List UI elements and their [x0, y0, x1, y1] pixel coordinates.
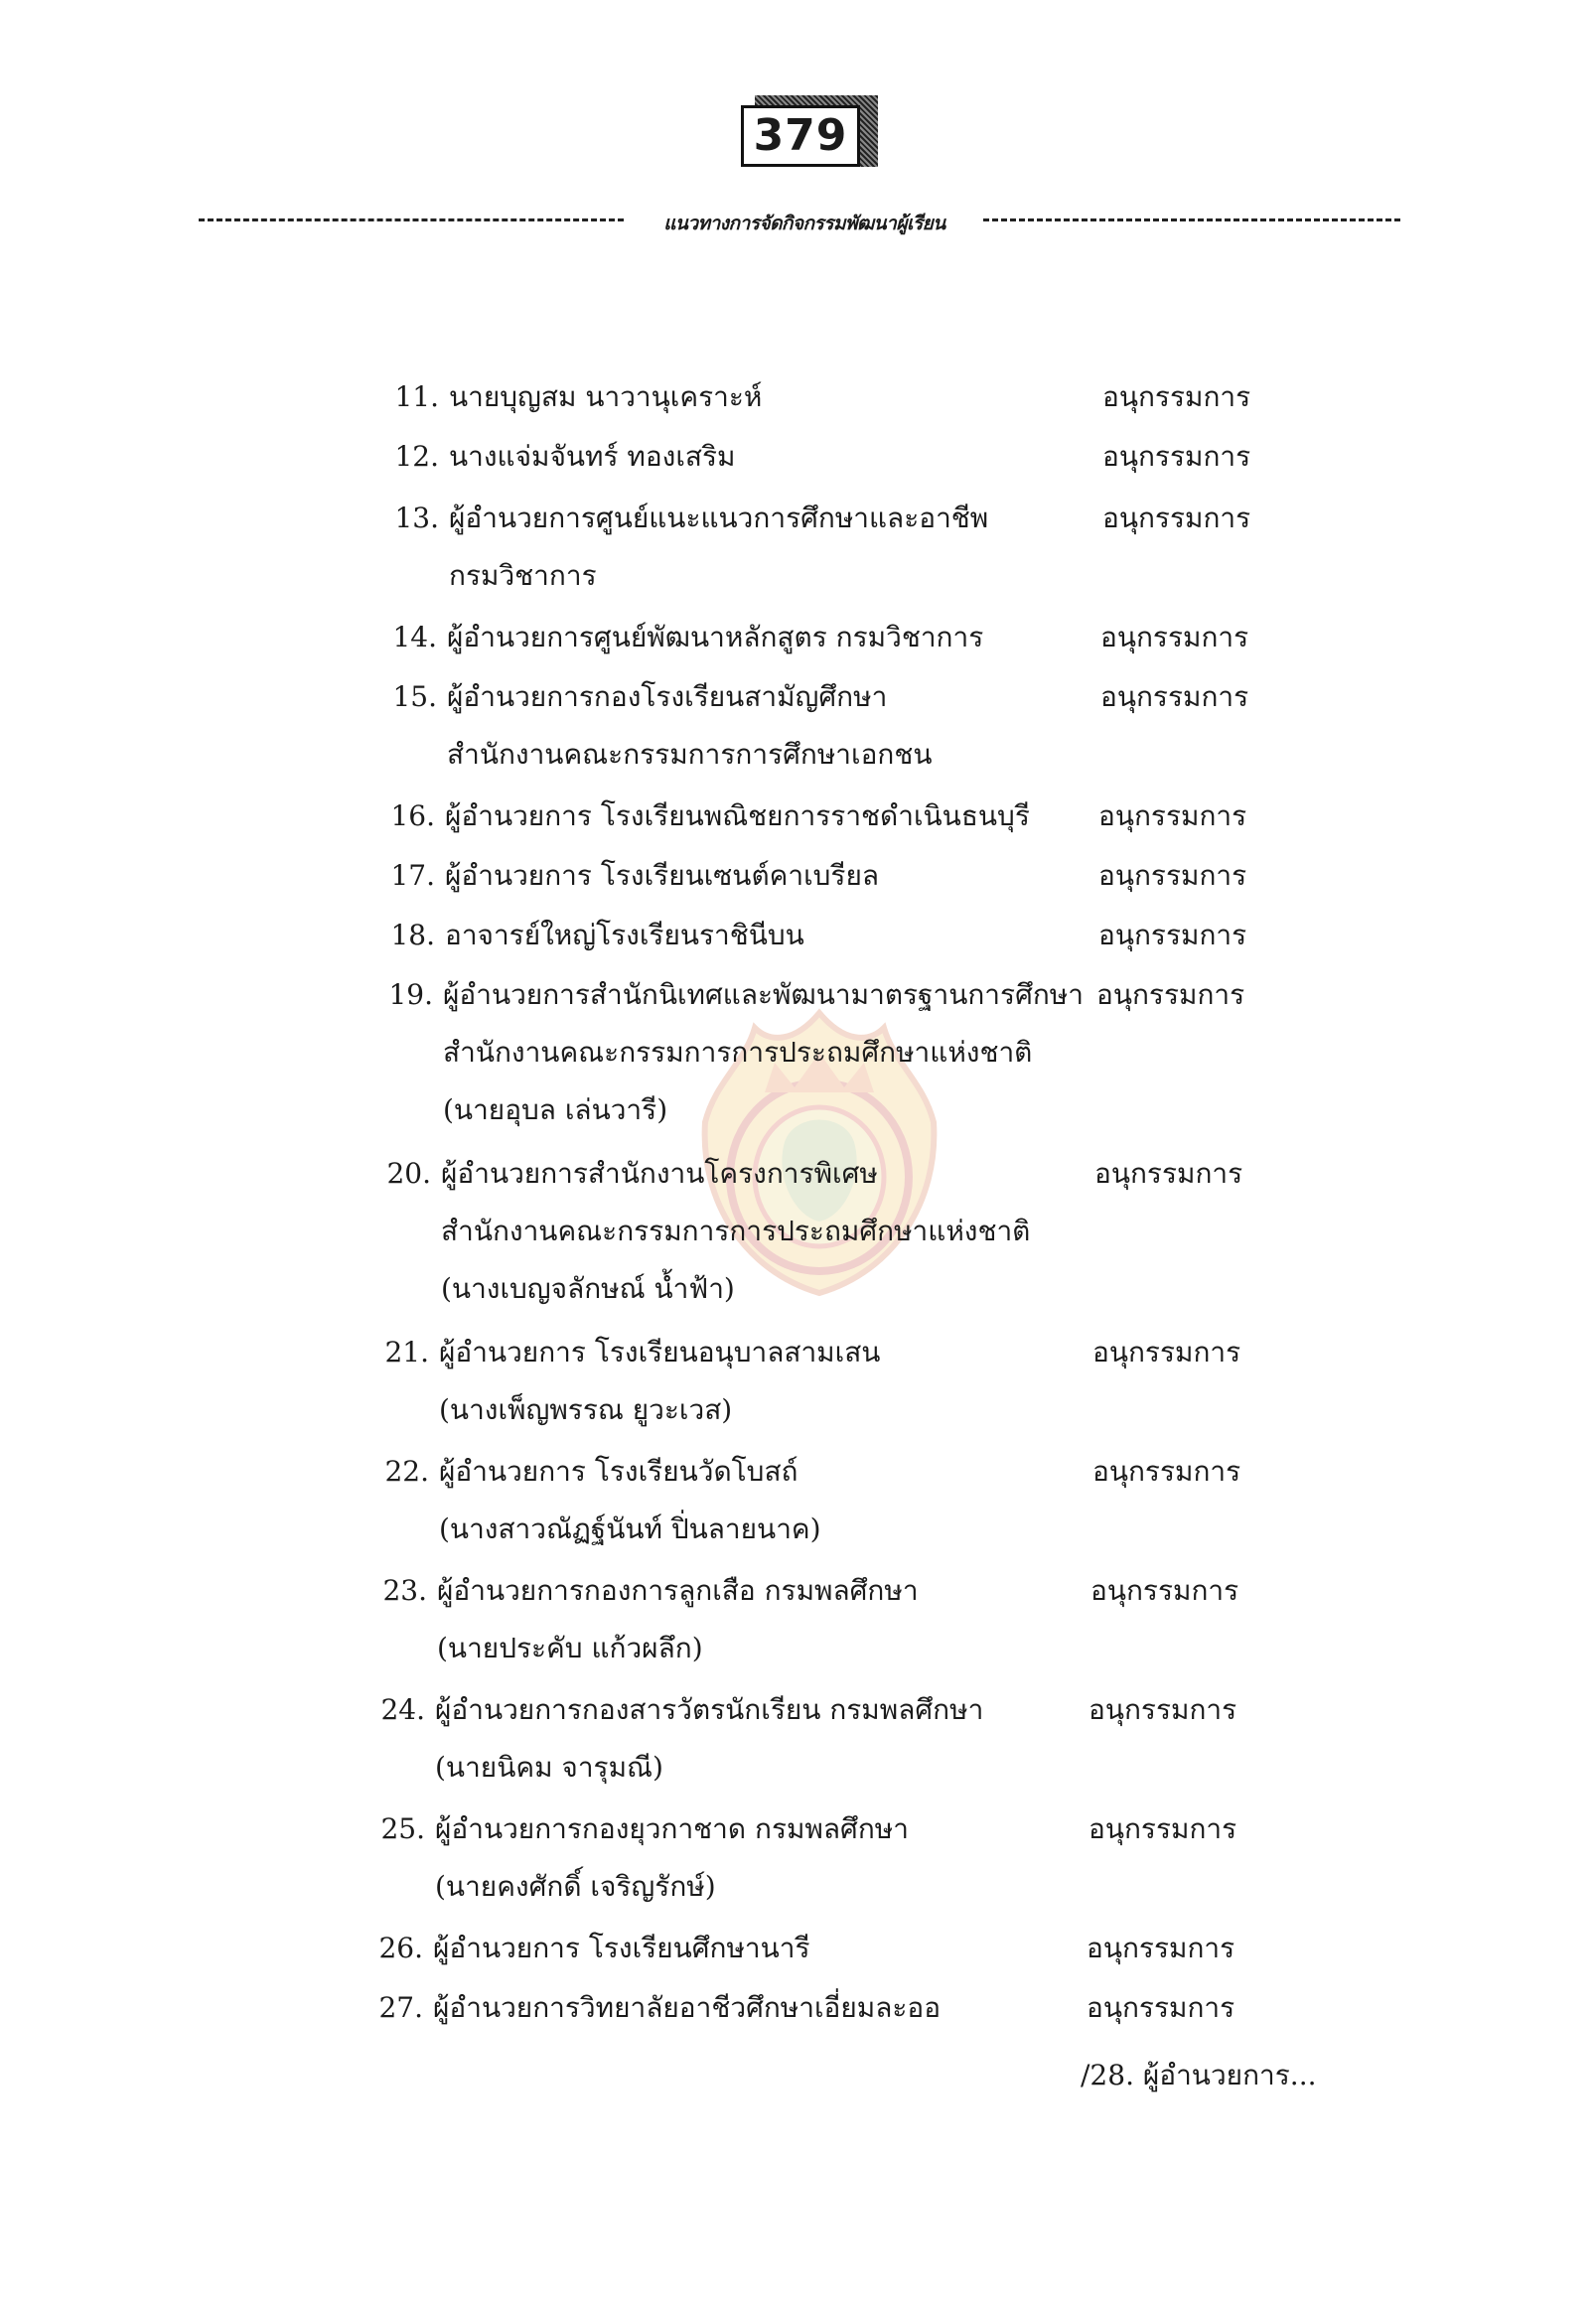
- entry-number: 22.: [384, 1455, 429, 1488]
- entry-title: [384, 1325, 881, 1380]
- header-rule-left: [199, 218, 624, 221]
- entry-text: ผู้อำนวยการ โรงเรียนพณิชยการราชดำเนินธนบุรี: [445, 799, 1030, 832]
- entry-role: อนุกรรมการ: [1098, 859, 1247, 892]
- entry-text: สำนักงานคณะกรรมการการประถมศึกษาแห่งชาติ: [441, 1215, 1031, 1247]
- entry-role: อนุกรรมการ: [1094, 1157, 1243, 1190]
- entry-title: [392, 610, 984, 665]
- entry-number: 11.: [394, 380, 439, 413]
- header-rule-right: [983, 218, 1400, 221]
- entry-text: (นางสาวณัฏฐ์นันท์ ปิ่นลายนาค): [439, 1512, 821, 1545]
- entry-title: [394, 429, 736, 485]
- entry-text: ผู้อำนวยการศูนย์พัฒนาหลักสูตร กรมวิชาการ: [447, 621, 984, 653]
- entry-number: 15.: [392, 680, 437, 713]
- entry-number: 23.: [382, 1574, 427, 1607]
- entry-role: อนุกรรมการ: [1098, 919, 1247, 951]
- entry-subline: [443, 1025, 1032, 1080]
- entry-text: ผู้อำนวยการสำนักนิเทศและพัฒนามาตรฐานการศึกษา: [443, 978, 1084, 1011]
- running-title: แนวทางการจัดกิจกรรมพัฒนาผู้เรียน: [663, 213, 945, 234]
- entry-title: [386, 1146, 878, 1202]
- entry-text: ผู้อำนวยการกองโรงเรียนสามัญศึกษา: [447, 680, 888, 713]
- entry-role: อนุกรรมการ: [1092, 1455, 1241, 1488]
- entry-text: (นางเบญจลักษณ์ น้ำฟ้า): [441, 1272, 735, 1305]
- entry-number: 13.: [394, 502, 439, 534]
- entry-text: สำนักงานคณะกรรมการการประถมศึกษาแห่งชาติ: [443, 1036, 1033, 1069]
- entry-text: ผู้อำนวยการ โรงเรียนศึกษานารี: [433, 1932, 810, 1964]
- entry-role: อนุกรรมการ: [1088, 1693, 1237, 1726]
- entry-number: 26.: [378, 1932, 423, 1964]
- entry-subline: [435, 1859, 716, 1915]
- entry-title: [378, 1921, 810, 1976]
- entry-number: 20.: [386, 1157, 431, 1190]
- entry-text: สำนักงานคณะกรรมการการศึกษาเอกชน: [447, 738, 933, 771]
- entry-number: 14.: [392, 621, 437, 653]
- entry-text: (นายอุบล เล่นวารี): [443, 1093, 668, 1126]
- entry-title: [384, 1444, 798, 1500]
- entry-title: [380, 1801, 909, 1857]
- entry-subline: [439, 1382, 732, 1438]
- entry-subline: [449, 548, 597, 604]
- entry-role: อนุกรรมการ: [1088, 1812, 1237, 1845]
- entry-text: ผู้อำนวยการสำนักงานโครงการพิเศษ: [441, 1157, 878, 1190]
- entry-subline: [443, 1082, 667, 1138]
- entry-text: (นางเพ็ญพรรณ ยูวะเวส): [439, 1393, 733, 1426]
- continuation-note: /28. ผู้อำนวยการ...: [1081, 2059, 1317, 2091]
- entry-text: ผู้อำนวยการ โรงเรียนวัดโบสถ์: [439, 1455, 798, 1488]
- entry-role: อนุกรรมการ: [1100, 621, 1249, 653]
- entry-subline: [441, 1261, 735, 1317]
- entry-title: [390, 908, 804, 963]
- entry-subline: [439, 1502, 821, 1557]
- entry-role: อนุกรรมการ: [1102, 380, 1251, 413]
- entry-role: อนุกรรมการ: [1092, 1336, 1241, 1368]
- entry-text: กรมวิชาการ: [449, 559, 597, 592]
- entry-role: อนุกรรมการ: [1096, 978, 1245, 1011]
- entry-number: 24.: [380, 1693, 425, 1726]
- entry-text: ผู้อำนวยการศูนย์แนะแนวการศึกษาและอาชีพ: [449, 502, 989, 534]
- entry-title: [382, 1563, 919, 1619]
- entry-text: ผู้อำนวยการ โรงเรียนอนุบาลสามเสน: [439, 1336, 881, 1368]
- entry-subline: [447, 727, 933, 783]
- entry-text: อาจารย์ใหญ่โรงเรียนราชินีบน: [445, 919, 804, 951]
- entry-text: ผู้อำนวยการกองยุวกาชาด กรมพลศึกษา: [435, 1812, 909, 1845]
- entry-text: ผู้อำนวยการวิทยาลัยอาชีวศึกษาเอี่ยมละออ: [433, 1991, 942, 2024]
- entry-title: [378, 1980, 942, 2036]
- entry-title: [390, 848, 880, 904]
- entry-role: อนุกรรมการ: [1098, 799, 1247, 832]
- entry-text: นางแจ่มจันทร์ ทองเสริม: [449, 440, 736, 473]
- entry-subline: [437, 1621, 703, 1676]
- entry-text: นายบุญสม นาวานุเคราะห์: [449, 380, 763, 413]
- entry-role: อนุกรรมการ: [1087, 1991, 1235, 2024]
- entry-text: ผู้อำนวยการ โรงเรียนเซนต์คาเบรียล: [445, 859, 880, 892]
- entry-subline: [441, 1204, 1030, 1259]
- entry-text: ผู้อำนวยการกองการลูกเสือ กรมพลศึกษา: [437, 1574, 919, 1607]
- entry-number: 17.: [390, 859, 435, 892]
- entry-number: 12.: [394, 440, 439, 473]
- entry-text: ผู้อำนวยการกองสารวัตรนักเรียน กรมพลศึกษา: [435, 1693, 984, 1726]
- entry-text: (นายคงศักดิ์ เจริญรักษ์): [435, 1870, 716, 1903]
- entry-number: 19.: [388, 978, 433, 1011]
- entry-role: อนุกรรมการ: [1100, 680, 1249, 713]
- entry-role: อนุกรรมการ: [1090, 1574, 1239, 1607]
- entry-role: อนุกรรมการ: [1102, 502, 1251, 534]
- page-number: 379: [741, 105, 860, 167]
- entry-number: 25.: [380, 1812, 425, 1845]
- entry-number: 18.: [390, 919, 435, 951]
- entry-title: [390, 789, 1030, 844]
- entry-title: [388, 967, 1084, 1023]
- entry-title: [394, 491, 989, 546]
- entry-title: [392, 669, 888, 725]
- entry-role: อนุกรรมการ: [1087, 1932, 1235, 1964]
- entry-number: 21.: [384, 1336, 429, 1368]
- entry-subline: [435, 1740, 663, 1796]
- entry-text: (นายประคับ แก้วผลึก): [437, 1632, 703, 1664]
- entry-title: [380, 1682, 984, 1738]
- entry-number: 16.: [390, 799, 435, 832]
- entry-number: 27.: [378, 1991, 423, 2024]
- entry-text: (นายนิคม จารุมณี): [435, 1751, 663, 1784]
- entry-role: อนุกรรมการ: [1102, 440, 1251, 473]
- entry-title: [394, 369, 763, 425]
